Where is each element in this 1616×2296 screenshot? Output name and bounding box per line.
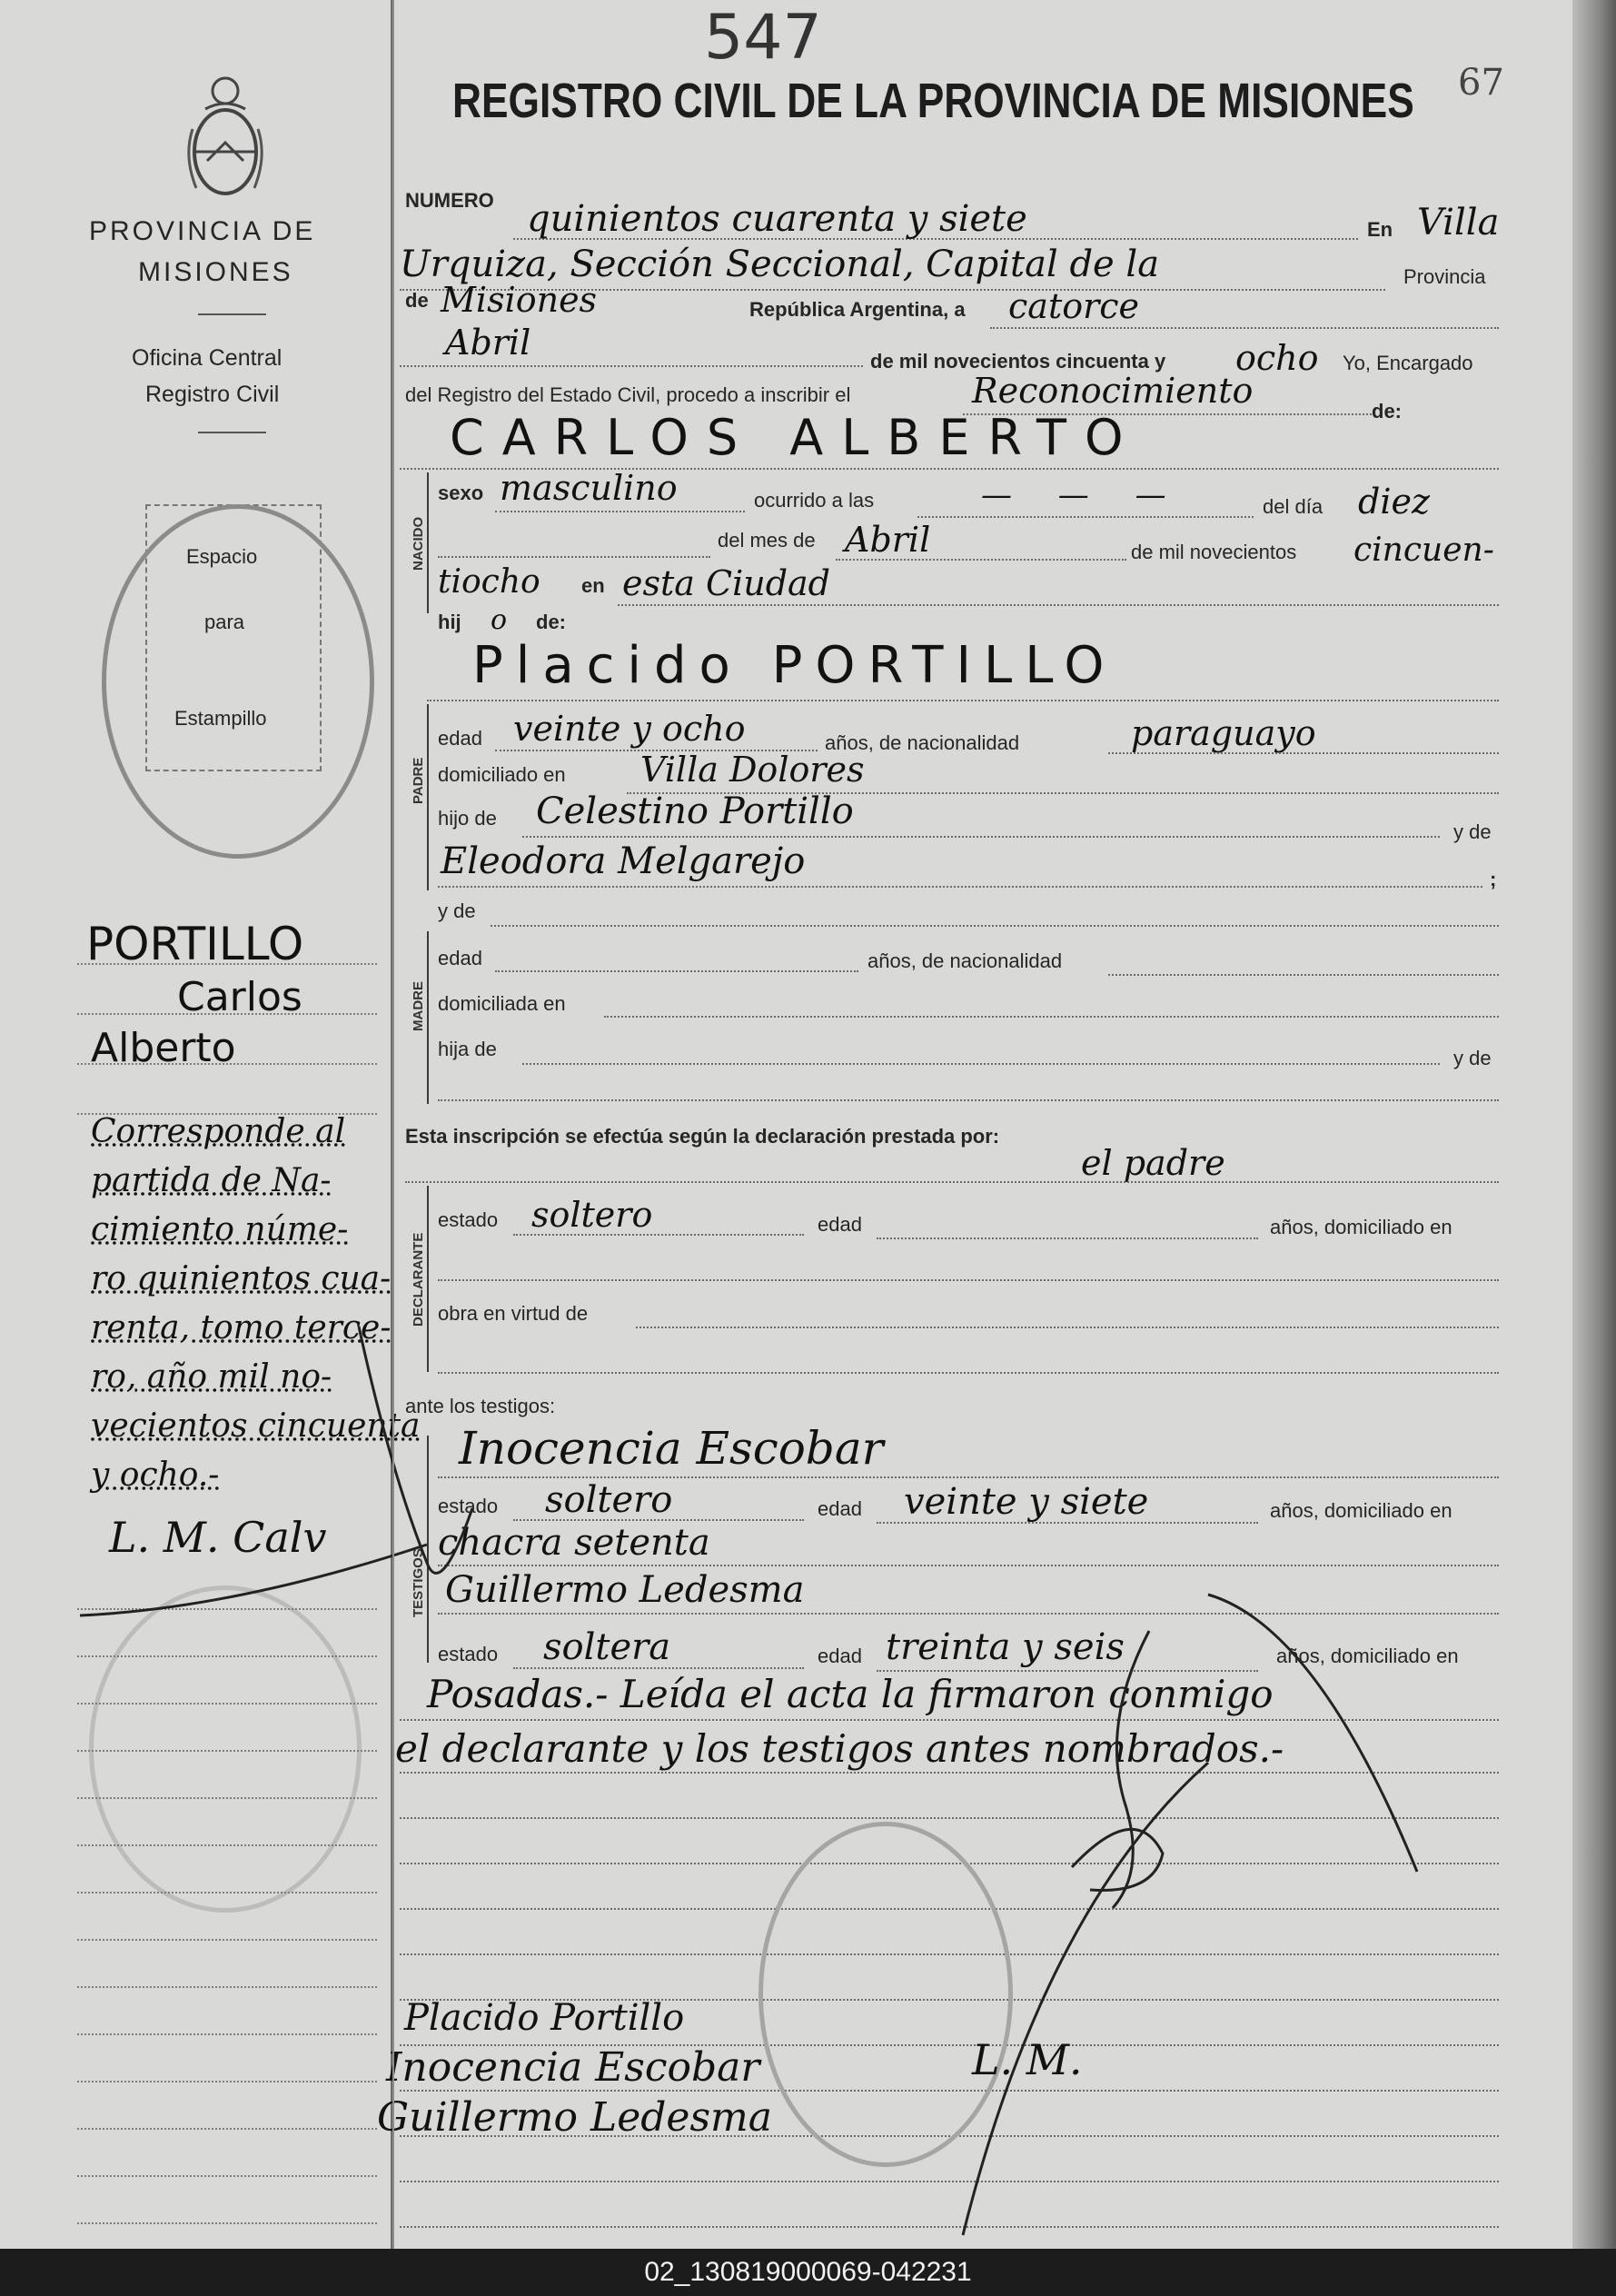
province-line2: MISIONES [138, 257, 293, 287]
ocurrido-label: ocurrido a las [754, 489, 875, 512]
obra-label: obra en virtud de [438, 1302, 589, 1325]
provincia-label: Provincia [1403, 265, 1486, 288]
folio-number: 67 [1458, 62, 1504, 104]
month-value: Abril [445, 323, 531, 363]
page-number-handwritten: 547 [704, 2, 822, 74]
semicolon: ; [1490, 868, 1497, 890]
margin-given-name2: Alberto [91, 1025, 236, 1071]
margin-signature: L. M. Calv [109, 1513, 327, 1562]
witness2-edad: treinta y seis [886, 1626, 1125, 1668]
anio-value1: cincuen- [1353, 532, 1494, 569]
numero-value: quinientos cuarenta y siete [527, 198, 1027, 240]
closing-line: el declarante y los testigos antes nombrados.- [395, 1726, 1284, 1771]
section-label-nacido: NACIDO [411, 516, 426, 571]
declaration-intro: Esta inscripción se efectúa según la declaración prestada por: [405, 1125, 1000, 1148]
y-de-label: y de [438, 900, 476, 922]
signature-registrar: L. M. [972, 2035, 1083, 2084]
edad-value: veinte y ocho [513, 709, 746, 749]
en-value: Villa [1417, 202, 1500, 244]
domicilio-label: domiciliada en [438, 992, 566, 1015]
numero-label: NUMERO [405, 189, 494, 212]
year-label: de mil novecientos cincuenta y [870, 350, 1166, 373]
domicilio-value: Villa Dolores [640, 750, 865, 790]
hijo-label: hij [438, 611, 461, 633]
witness1-domicilio: chacra setenta [438, 1522, 710, 1564]
marginal-note-line: partida de Na- [91, 1162, 332, 1199]
day-value: catorce [1008, 286, 1140, 326]
dia-label: del día [1263, 495, 1324, 518]
hija-de-label: hija de [438, 1038, 497, 1060]
father-name: Placido PORTILLO [472, 636, 1117, 695]
anio-value2: tiocho [438, 563, 540, 601]
stamp-space-label: Estampillo [174, 707, 267, 730]
witness1-estado: soltero [545, 1479, 673, 1521]
encargado-label: Yo, Encargado [1343, 352, 1473, 374]
testigos-intro: ante los testigos: [405, 1395, 556, 1417]
sexo-label: sexo [438, 482, 484, 504]
lugar-value: esta Ciudad [622, 563, 831, 603]
edad-label: edad [438, 727, 482, 750]
province-line1: PROVINCIA DE [89, 216, 316, 246]
edad-label: edad [438, 947, 482, 969]
stamp-space-label: Espacio [186, 545, 258, 568]
stamp-space-label: para [204, 611, 245, 633]
marginal-note-line: cimiento núme- [91, 1211, 349, 1248]
mes-label: del mes de [718, 529, 816, 552]
witness2-estado: soltera [543, 1626, 671, 1668]
witness2-domicilio: Posadas.- Leída el acta la firmaron conmigo [427, 1672, 1274, 1716]
year-value: ocho [1235, 338, 1319, 378]
estado-label: estado [438, 1643, 499, 1665]
nacionalidad-value: paraguayo [1131, 713, 1316, 753]
office-line1: Oficina Central [132, 345, 283, 371]
republica-label: República Argentina, a [749, 298, 966, 321]
section-label-declarante: DECLARANTE [411, 1232, 426, 1327]
anios-label: años, domiciliado en [1270, 1216, 1452, 1238]
estado-value: soltero [531, 1195, 653, 1235]
en-label: En [1367, 218, 1393, 241]
edad-label: edad [818, 1213, 862, 1236]
de-label: de [405, 289, 429, 312]
marginal-note-line: renta, tomo terce- [91, 1309, 392, 1347]
hijo-de-label: de: [536, 611, 566, 633]
hijo-de-label: hijo de [438, 807, 497, 830]
y-de-label: y de [1453, 1047, 1492, 1069]
nacionalidad-label: años, de nacionalidad [825, 731, 1020, 754]
office-line2: Registro Civil [145, 382, 280, 407]
anios-label: años, domiciliado en [1276, 1645, 1459, 1667]
witness2-name: Guillermo Ledesma [445, 1569, 805, 1611]
mes-value: Abril [845, 520, 931, 560]
act-type-value: Reconocimiento [972, 371, 1254, 411]
edad-label: edad [818, 1645, 862, 1667]
estado-label: estado [438, 1495, 499, 1517]
marginal-note-line: Corresponde al [91, 1113, 346, 1150]
witness1-name: Inocencia Escobar [459, 1422, 884, 1475]
nacionalidad-label: años, de nacionalidad [867, 949, 1063, 972]
section-label-madre: MADRE [411, 981, 426, 1031]
anios-label: años, domiciliado en [1270, 1499, 1452, 1522]
estado-label: estado [438, 1208, 499, 1231]
column-divider [392, 0, 394, 2249]
signature-witness2: Guillermo Ledesma [377, 2094, 772, 2141]
signature-father: Placido Portillo [404, 1997, 685, 2039]
faded-seal-icon [758, 1822, 1013, 2167]
marginal-note-line: vecientos cincuenta [91, 1407, 421, 1445]
section-label-padre: PADRE [411, 757, 426, 804]
image-id-footer: 02_130819000069-042231 [0, 2249, 1616, 2296]
y-de-label: y de [1453, 820, 1492, 843]
paternal-grandmother: Eleodora Melgarejo [441, 840, 806, 882]
witness1-edad: veinte y siete [904, 1481, 1149, 1523]
signature-witness1: Inocencia Escobar [386, 2044, 760, 2091]
hijo-suffix: o [491, 604, 508, 636]
marginal-note-line: ro, año mil no- [91, 1358, 332, 1396]
marginal-note-line: y ocho.- [91, 1456, 220, 1494]
sexo-value: masculino [500, 468, 678, 508]
section-label-testigos: TESTIGOS [411, 1548, 426, 1617]
province-value: Misiones [441, 280, 598, 320]
dia-value: diez [1358, 482, 1430, 522]
document-title: REGISTRO CIVIL DE LA PROVINCIA DE MISIONES [452, 74, 1414, 128]
declarante-value: el padre [1081, 1143, 1225, 1183]
paternal-grandfather: Celestino Portillo [536, 790, 854, 832]
margin-surname: PORTILLO [86, 918, 304, 970]
en-label: en [581, 574, 605, 597]
hora-value: — — — [981, 477, 1185, 513]
registro-label: del Registro del Estado Civil, procedo a inscribir el [405, 383, 851, 406]
domicilio-label: domiciliado en [438, 763, 566, 786]
location-value: Urquiza, Sección Seccional, Capital de la [400, 244, 1160, 285]
child-name: CARLOS ALBERTO [450, 409, 1142, 466]
margin-given-name1: Carlos [177, 974, 302, 1020]
marginal-note-line: ro quinientos cua- [91, 1260, 392, 1297]
de2-label: de: [1372, 400, 1402, 422]
anio-label: de mil novecientos [1131, 541, 1297, 563]
edad-label: edad [818, 1497, 862, 1520]
